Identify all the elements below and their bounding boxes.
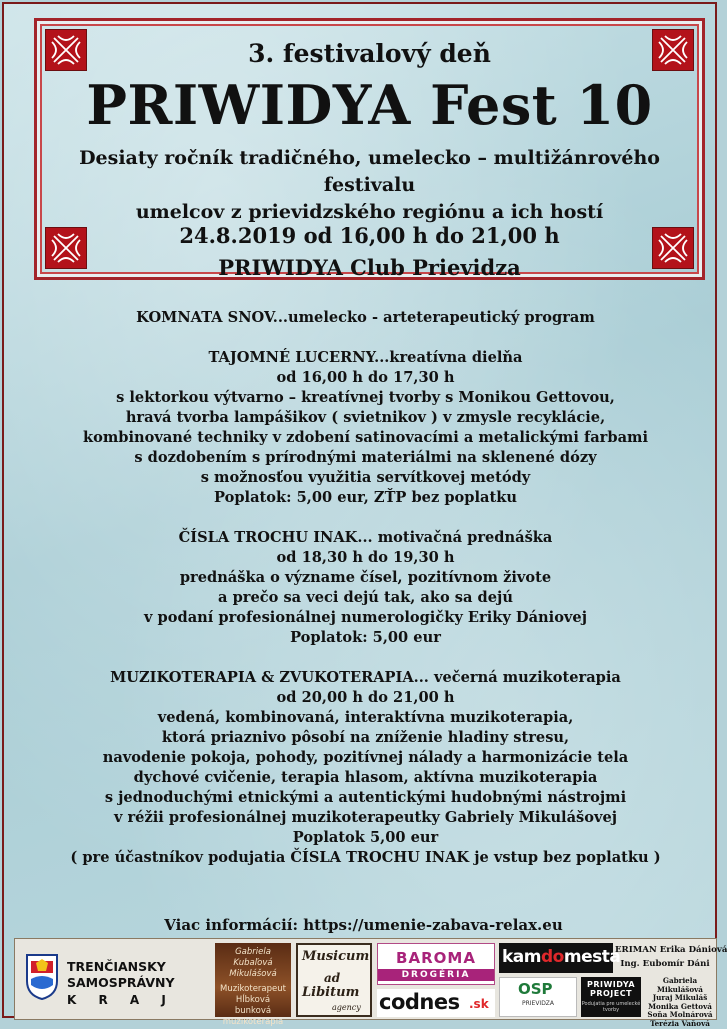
sponsor-text: mesta (563, 947, 621, 967)
event-place: PRIWIDYA Club Prievidza (218, 255, 521, 280)
sponsor-text: Ing. Eubomír Dáni (620, 959, 710, 969)
section-line: kombinované techniky v zdobení satinovacími a metalickými farbami (82, 429, 649, 446)
sponsor-text: SAMOSPRÁVNY (67, 975, 175, 990)
sponsor-text: Podujatia pre umelecké tvorby (581, 1001, 641, 1013)
section-fee: Poplatok: 5,00 eur (290, 629, 441, 646)
header-frame (34, 18, 705, 280)
section-title: TAJOMNÉ LUCERNY...kreatívna dielňa (208, 349, 523, 366)
sponsor-text: Muzikoterapeut (220, 984, 286, 994)
sponsor-text: Hĺbková (235, 995, 271, 1005)
section-title: ČÍSLA TROCHU INAK... motivačná prednáška (178, 529, 553, 546)
section-note: ( pre účastníkov podujatia ČÍSLA TROCHU INAK je vstup bez poplatku ) (70, 849, 661, 866)
sponsor-text: K R A J (67, 993, 175, 1007)
sponsor-text: bunková (234, 1006, 272, 1016)
section-line: v podaní profesionálnej numerologičky Eriky Dániovej (144, 609, 587, 626)
sponsor-text: BAROMA (396, 949, 476, 967)
section-line: s jednoduchými etnickými a autentickými hudobnými nástrojmi (104, 789, 627, 806)
sponsor-text: PRIWIDYA (586, 980, 636, 989)
poster (2, 2, 727, 1028)
sponsor-muzikoterapia-book (215, 943, 291, 1027)
sponsor-text: PRIEVIDZA (521, 1000, 555, 1007)
sponsor-text: ERIMAN Erika Dániová (615, 945, 727, 955)
section-title: MUZIKOTERAPIA & ZVUKOTERAPIA... večerná muzikoterapia (110, 669, 621, 686)
section-line: vedená, kombinovaná, interaktívna muzikoterapia, (157, 709, 574, 726)
sponsor-text: PROJECT (589, 989, 633, 998)
sponsor-text: Libitum (302, 985, 360, 1000)
section-line: s lektorkou výtvarno – kreatívnej tvorby s Monikou Gettovou, (116, 389, 615, 406)
sponsor-priwidya-project (581, 977, 641, 1017)
section-time: od 18,30 h do 19,30 h (276, 549, 455, 566)
organizer-name: Monika Gettová (648, 1001, 712, 1011)
section-line: dychové cvičenie, terapia hlasom, aktívna muzikoterapia (133, 769, 598, 786)
subtitle-line: Desiaty ročník tradičného, umelecko – multižánrového festivalu (79, 147, 660, 196)
program-komnata: KOMNATA SNOV...umelecko - arteterapeutický program (136, 309, 595, 326)
organizer-names (643, 976, 717, 1028)
section-fee: Poplatok 5,00 eur (292, 829, 439, 846)
section-time: od 16,00 h do 17,30 h (276, 369, 455, 386)
sponsor-baroma (377, 943, 495, 985)
sponsor-text: codnes (379, 990, 460, 1014)
subtitle-line: umelcov z prievidzského regiónu a ich hostí (135, 201, 604, 223)
section-line: v réžii profesionálnej muzikoterapeutky Gabriely Mikulášovej (113, 809, 618, 826)
organizer-name: Terézia Vaňová (650, 1018, 710, 1028)
section-line: ktorá priaznivo pôsobí na zníženie hladiny stresu, (161, 729, 570, 746)
more-info-link[interactable]: Viac informácií: https://umenie-zabava-relax.eu (164, 916, 563, 934)
sponsor-text: do (541, 947, 564, 967)
section-line: s možnosťou využitia servítkovej metódy (200, 469, 531, 486)
organizer-name: Juraj Mikuláš (652, 993, 708, 1003)
sponsor-text: Mikulášová (229, 969, 277, 979)
section-line: hravá tvorba lampášikov ( svietnikov ) v zmysle recyklácie, (125, 409, 606, 426)
sponsor-osp (499, 977, 577, 1017)
page-title: PRIWIDYA Fest 10 (86, 73, 653, 137)
festival-day: 3. festivalový deň (248, 39, 491, 68)
program (44, 308, 687, 868)
sponsor-text: kam (502, 947, 541, 967)
section-line: a prečo sa veci dejú tak, ako sa dejú (218, 589, 513, 606)
section-fee: Poplatok: 5,00 eur, ZŤP bez poplatku (214, 489, 517, 506)
sponsor-text: OSP (518, 980, 553, 998)
section-line: prednáška o význame čísel, pozitívnom živote (179, 569, 552, 586)
event-date: 24.8.2019 od 16,00 h do 21,00 h (179, 223, 560, 248)
sponsor-text: Musicum (302, 949, 370, 964)
sponsor-text: DROGÉRIA (378, 969, 494, 981)
sponsor-text: Kubaľová (233, 958, 273, 968)
section-line: s dozdobením s prírodnými materiálmi na sklenené dózy (134, 449, 597, 466)
section-line: navodenie pokoja, pohody, pozitívnej nálady a harmonizácie tela (102, 749, 629, 766)
coat-of-arms-icon (25, 953, 59, 1001)
sponsor-text: muzikoterapia (222, 1017, 284, 1027)
sponsor-codnes (377, 989, 495, 1017)
section-time: od 20,00 h do 21,00 h (276, 689, 455, 706)
sponsor-text: .sk (469, 997, 489, 1011)
sponsor-kamdomesta (499, 943, 621, 973)
sponsor-eriman (615, 941, 727, 977)
sponsor-text: Gabriela (235, 947, 271, 957)
sponsor-text: agency (332, 1003, 361, 1012)
sponsor-bar (14, 938, 727, 1028)
subtitle (37, 145, 702, 226)
sponsor-tsk (19, 945, 211, 1015)
sponsor-musicum (296, 943, 372, 1017)
organizer-name: Soňa Molnárová (647, 1010, 713, 1020)
sponsor-text: TRENČIANSKY (67, 959, 166, 974)
sponsor-text: ad (324, 971, 341, 985)
organizer-name: Gabriela Mikulášová (657, 976, 703, 994)
